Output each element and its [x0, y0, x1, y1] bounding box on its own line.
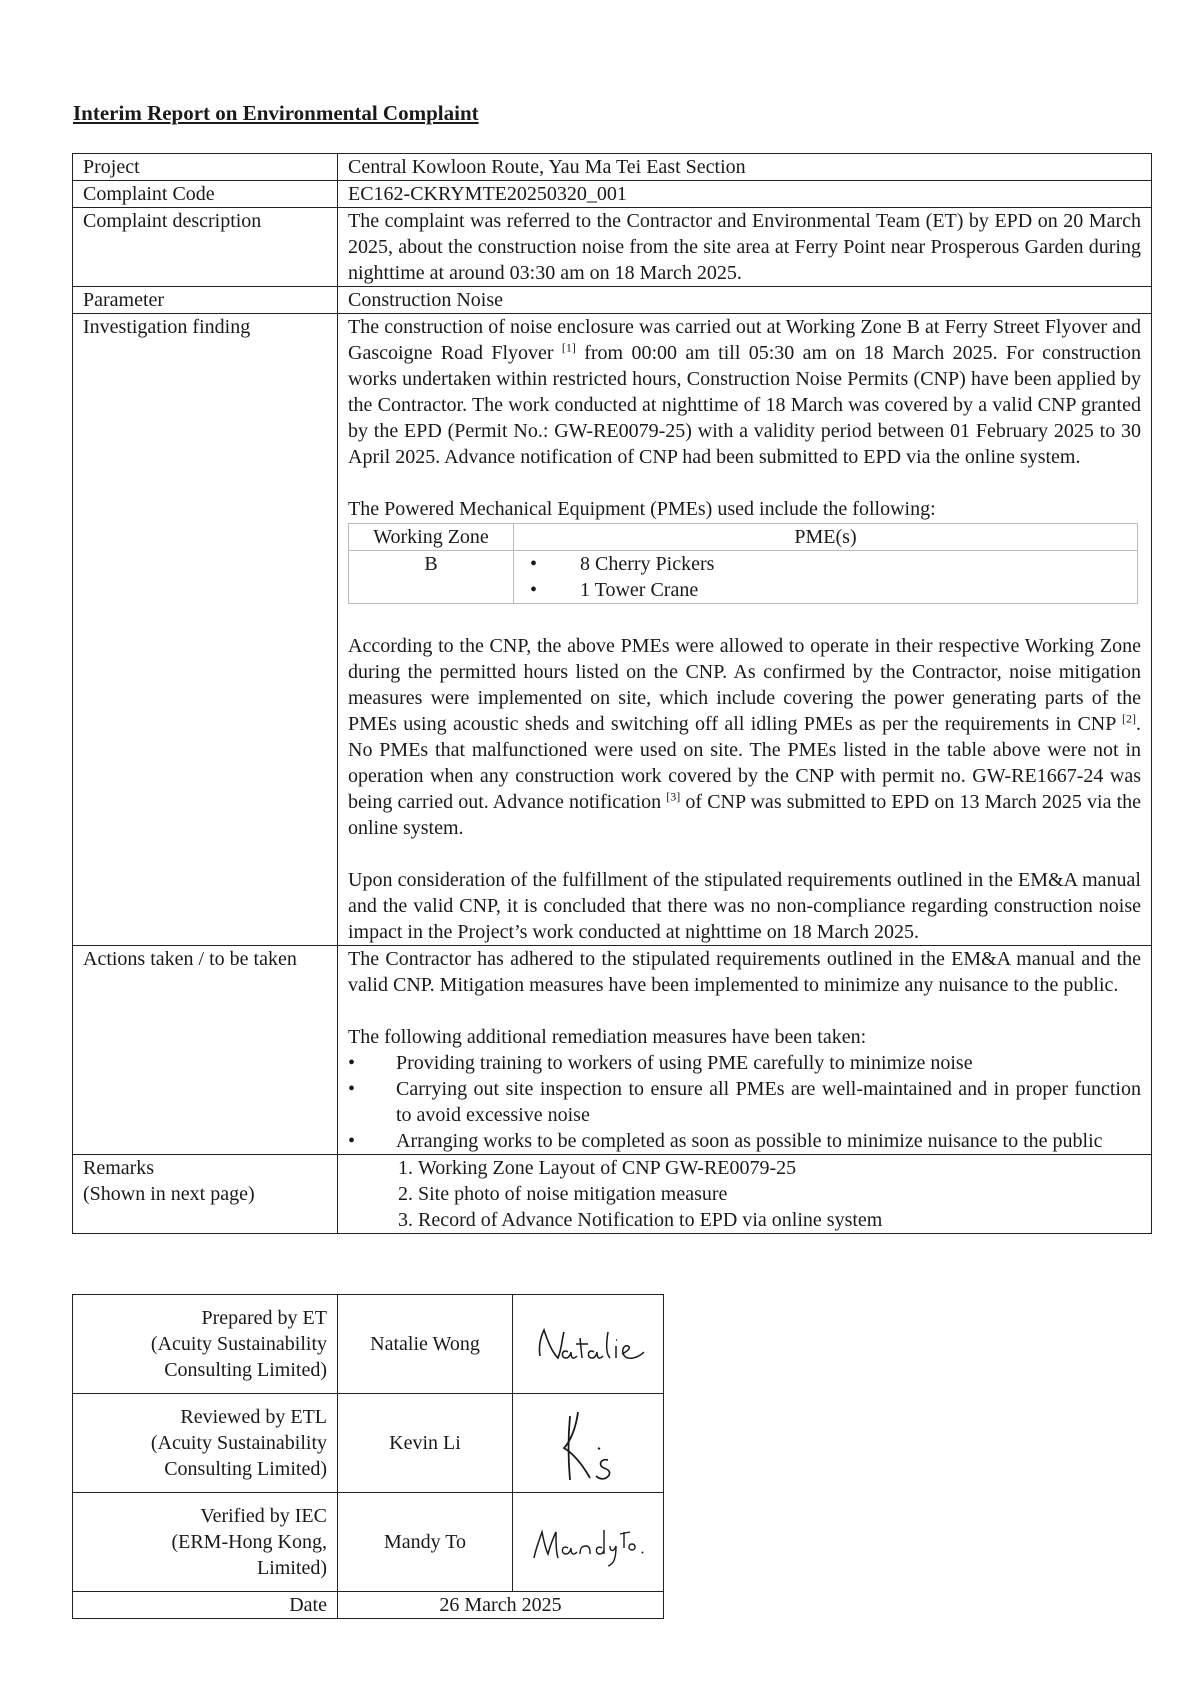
signoff-table: [72, 1294, 664, 1619]
pme-zone-value: B: [349, 551, 514, 604]
verified-name: Mandy To: [338, 1493, 513, 1592]
reviewed-role: Reviewed by ETL: [180, 1406, 327, 1428]
project-row: [73, 154, 1152, 181]
parameter-row: [73, 287, 1152, 314]
pme-table-row: [349, 551, 1138, 604]
verified-row: [73, 1493, 664, 1592]
actions-paragraph-2: The following additional remediation measures have been taken:: [348, 1026, 867, 1048]
actions-list: [348, 1050, 1141, 1154]
investigation-paragraph-2: According to the CNP, the above PMEs were allowed to operate in their respective Working Zone during the permitted hours listed on the CNP. As confirmed by the Contractor, noise mitigation measures were implemented on site, which include covering the power generating parts of the PMEs using acoustic sheds and switching off all idling PMEs as per the requirements in CNP [2]. No PMEs that malfunctioned were used on site. The PMEs listed in the table above were not in operation when any construction work covered by the CNP with permit no. GW-RE1667-24 was being carried out. Advance notification [3] of CNP was submitted to EPD on 13 March 2025 via the online system.: [348, 635, 1142, 839]
investigation-label: Investigation finding: [73, 314, 338, 946]
complaint-code-value: EC162-CKRYMTE20250320_001: [338, 181, 1152, 208]
prepared-row: [73, 1295, 664, 1394]
reviewed-name: Kevin Li: [338, 1394, 513, 1493]
prepared-signature: [513, 1295, 664, 1394]
project-label: Project: [73, 154, 338, 181]
list-item: 1. Working Zone Layout of CNP GW-RE0079-25: [418, 1155, 1141, 1181]
complaint-description-row: [73, 208, 1152, 287]
footnote-ref-3: [3]: [666, 789, 681, 804]
prepared-role: Prepared by ET: [201, 1307, 327, 1329]
pme-item: • 8 Cherry Pickers: [580, 551, 1131, 577]
date-row: [73, 1592, 664, 1619]
date-value: 26 March 2025: [338, 1592, 664, 1619]
parameter-value: Construction Noise: [338, 287, 1152, 314]
list-item: • Arranging works to be completed as soon as possible to minimize nuisance to the public: [396, 1128, 1141, 1154]
remarks-label: Remarks: [83, 1157, 155, 1179]
actions-row: [73, 946, 1152, 1155]
reviewed-org-line-1: (Acuity Sustainability: [150, 1432, 327, 1454]
pme-col-pme: PME(s): [514, 524, 1138, 551]
investigation-content: [338, 314, 1152, 946]
remarks-label-cell: [73, 1155, 338, 1234]
reviewed-signature: [513, 1394, 664, 1493]
natalie-signature-image: [518, 1314, 658, 1374]
complaint-code-row: [73, 181, 1152, 208]
footnote-ref-1: [1]: [561, 340, 576, 355]
parameter-label: Parameter: [73, 287, 338, 314]
pme-list: [520, 551, 1131, 603]
pme-col-zone: Working Zone: [349, 524, 514, 551]
actions-content: [338, 946, 1152, 1155]
verified-org-line-2: Limited): [257, 1557, 327, 1579]
complaint-table: [72, 153, 1152, 1234]
prepared-name: Natalie Wong: [338, 1295, 513, 1394]
list-item: • Carrying out site inspection to ensure all PMEs are well-maintained and in proper function to avoid excessive noise: [396, 1076, 1141, 1128]
pme-table-header: [349, 524, 1138, 551]
investigation-paragraph-1: The construction of noise enclosure was carried out at Working Zone B at Ferry Street Flyover and Gascoigne Road Flyover [1] from 00:00 am till 05:30 am on 18 March 2025. For construction works undertaken within restricted hours, Construction Noise Permits (CNP) have been applied by the Contractor. The work conducted at nighttime of 18 March was covered by a valid CNP granted by the EPD (Permit No.: GW-RE0079-25) with a validity period between 01 February 2025 to 30 April 2025. Advance notification of CNP had been submitted to EPD via the online system.: [348, 316, 1141, 468]
date-label: Date: [73, 1592, 338, 1619]
list-item: • Providing training to workers of using PME carefully to minimize noise: [396, 1050, 1141, 1076]
investigation-row: [73, 314, 1152, 946]
mandy-signature-image: [518, 1512, 658, 1572]
verified-org-line-1: (ERM-Hong Kong,: [171, 1531, 327, 1553]
verified-role: Verified by IEC: [200, 1505, 327, 1527]
prepared-org-line-1: (Acuity Sustainability: [150, 1333, 327, 1355]
remarks-sublabel: (Shown in next page): [83, 1183, 255, 1205]
project-value: Central Kowloon Route, Yau Ma Tei East Section: [338, 154, 1152, 181]
remarks-list: [348, 1155, 1141, 1233]
kevin-signature-image: [518, 1398, 658, 1488]
investigation-paragraph-3: Upon consideration of the fulfillment of the stipulated requirements outlined in the EM&A manual and the valid CNP, it is concluded that there was no non-compliance regarding construction noise impact in the Project’s work conducted at nighttime on 18 March 2025.: [348, 869, 1141, 943]
pme-item: • 1 Tower Crane: [580, 577, 1131, 603]
verified-signature: [513, 1493, 664, 1592]
report-title: Interim Report on Environmental Complaint: [73, 101, 479, 125]
prepared-org-line-2: Consulting Limited): [164, 1359, 327, 1381]
pme-table: [348, 523, 1138, 604]
list-item: 3. Record of Advance Notification to EPD via online system: [418, 1207, 1141, 1233]
reviewed-org-line-2: Consulting Limited): [164, 1458, 327, 1480]
actions-label: Actions taken / to be taken: [73, 946, 338, 1155]
actions-paragraph-1: The Contractor has adhered to the stipulated requirements outlined in the EM&A manual and the valid CNP. Mitigation measures have been implemented to minimize any nuisance to the public.: [348, 948, 1141, 996]
reviewed-row: [73, 1394, 664, 1493]
complaint-description-label: Complaint description: [73, 208, 338, 287]
pme-intro: The Powered Mechanical Equipment (PMEs) used include the following:: [348, 498, 936, 520]
list-item: 2. Site photo of noise mitigation measure: [418, 1181, 1141, 1207]
complaint-description-value: The complaint was referred to the Contractor and Environmental Team (ET) by EPD on 20 March 2025, about the construction noise from the site area at Ferry Point near Prosperous Garden during nighttime at around 03:30 am on 18 March 2025.: [348, 210, 1141, 284]
remarks-row: [73, 1155, 1152, 1234]
complaint-code-label: Complaint Code: [73, 181, 338, 208]
footnote-ref-2: [2]: [1122, 711, 1136, 726]
